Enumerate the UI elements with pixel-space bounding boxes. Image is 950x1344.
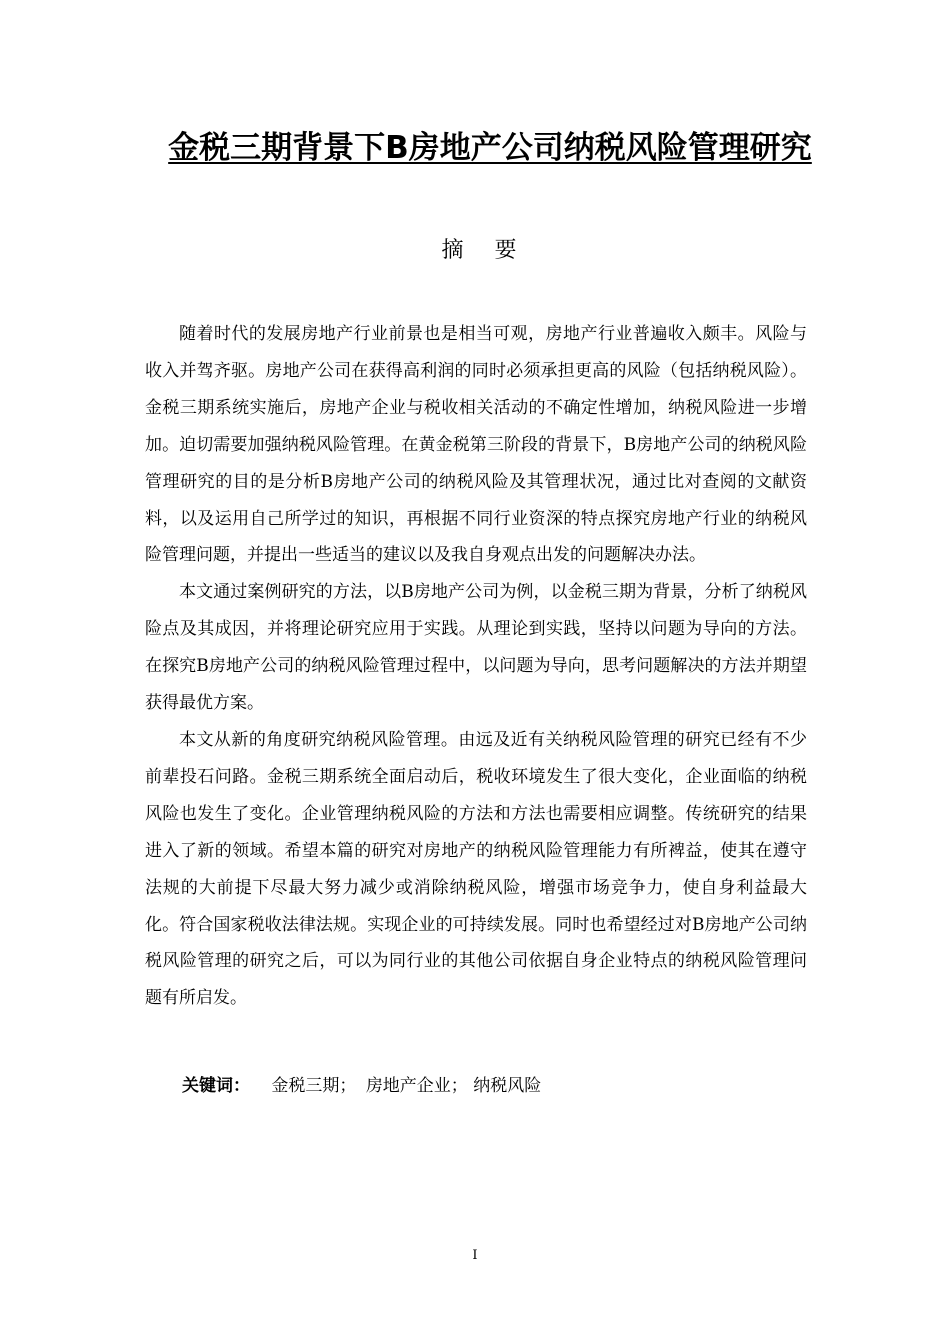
- document-title: [145, 124, 835, 173]
- keywords-line: [182, 1074, 541, 1098]
- abstract-paragraph-3: 本文从新的角度研究纳税风险管理。由远及近有关纳税风险管理的研究已经有不少前辈投石问路。金税三期系统全面启动后，税收环境发生了很大变化，企业面临的纳税风险也发生了变化。企业管理纳税风险的方法和方法也需要相应调整。传统研究的结果进入了新的领域。希望本篇的研究对房地产的纳税风险管理能力有所裨益，使其在遵守法规的大前提下尽最大努力减少或消除纳税风险，增强市场竞争力，使自身利益最大化。符合国家税收法律法规。实现企业的可持续发展。同时也希望经过对B房地产公司纳税风险管理的研究之后，可以为同行业的其他公司依据自身企业特点的纳税风险管理问题有所启发。: [145, 729, 807, 1009]
- document-title-text: 金税三期背景下B房地产公司纳税风险管理研究: [168, 130, 812, 166]
- abstract-paragraph-2: 本文通过案例研究的方法，以B房地产公司为例，以金税三期为背景，分析了纳税风险点及其成因，并将理论研究应用于实践。从理论到实践，坚持以问题为导向的方法。在探究B房地产公司的纳税风险管理过程中，以问题为导向，思考问题解决的方法并期望获得最优方案。: [145, 582, 807, 714]
- abstract-body: [145, 316, 807, 1017]
- keyword-item: 金税三期；: [271, 1076, 357, 1096]
- keywords-label: 关键词：: [182, 1076, 250, 1096]
- keyword-item: 纳税风险: [473, 1076, 542, 1096]
- abstract-paragraph-1: 随着时代的发展房地产行业前景也是相当可观，房地产行业普遍收入颇丰。风险与收入并驾齐驱。房地产公司在获得高利润的同时必须承担更高的风险（包括纳税风险）。金税三期系统实施后，房地产企业与税收相关活动的不确定性增加，纳税风险进一步增加。迫切需要加强纳税风险管理。在黄金税第三阶段的背景下，B房地产公司的纳税风险管理研究的目的是分析B房地产公司的纳税风险及其管理状况，通过比对查阅的文献资料，以及运用自己所学过的知识，再根据不同行业资深的特点探究房地产行业的纳税风险管理问题，并提出一些适当的建议以及我自身观点出发的问题解决办法。: [145, 324, 807, 566]
- abstract-heading: 摘 要: [441, 238, 529, 263]
- page-number: I: [472, 1248, 478, 1263]
- keyword-item: 房地产企业；: [365, 1076, 468, 1096]
